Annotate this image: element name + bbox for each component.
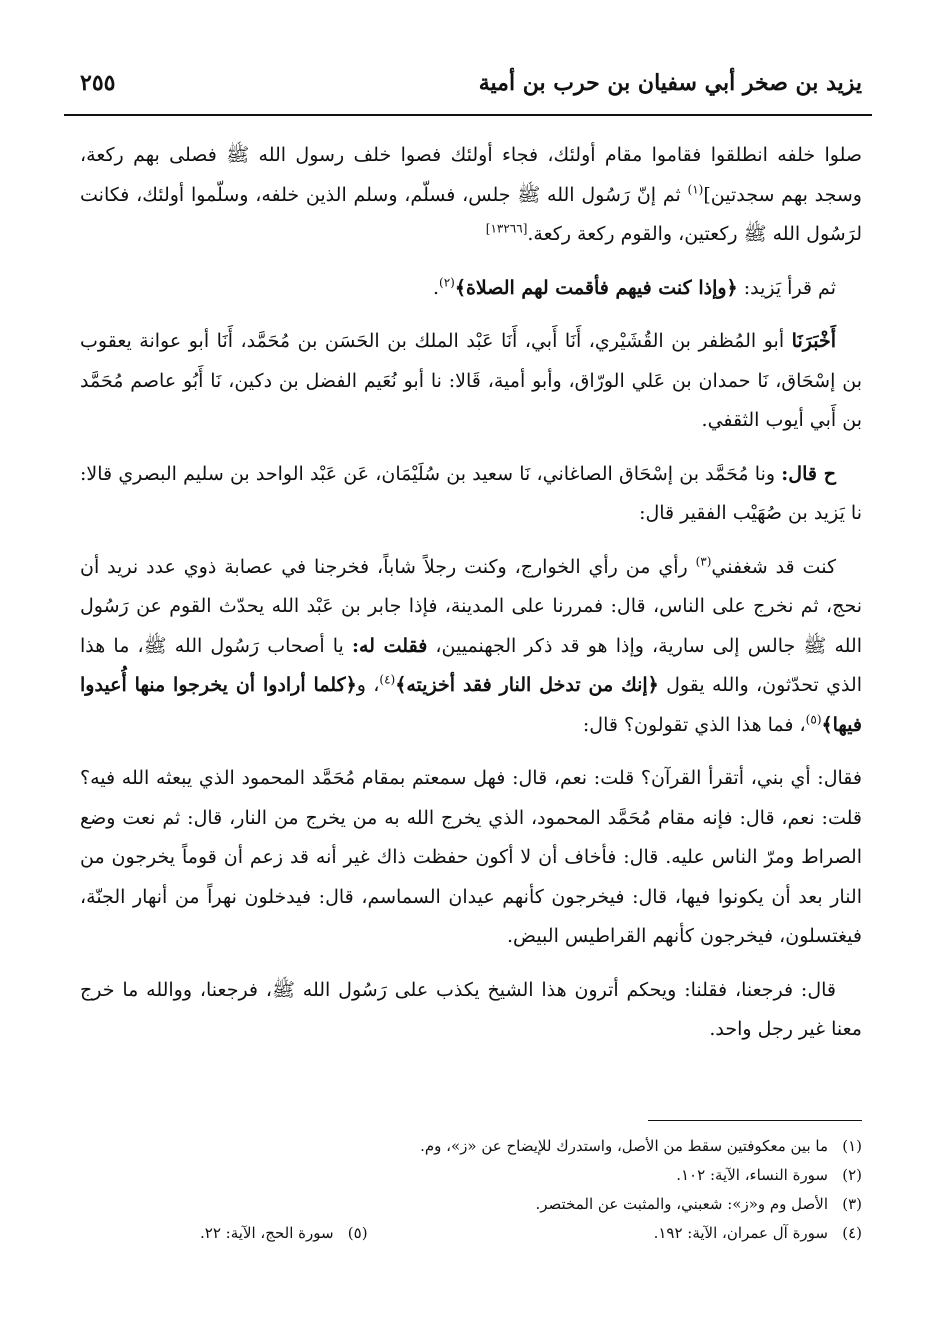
footnote-text: سورة النساء، الآية: ١٠٢. xyxy=(676,1166,828,1184)
footnote-number: (١) xyxy=(842,1137,862,1155)
paragraph-7 xyxy=(80,971,862,1050)
footnotes xyxy=(80,1132,862,1248)
footnote-number: (٣) xyxy=(842,1195,862,1213)
paragraph-6 xyxy=(80,759,862,957)
footnote-number: (٢) xyxy=(842,1166,862,1184)
paragraph-text: فقال: أي بني، أتقرأ القرآن؟ قلت: نعم، قال: فهل سمعتم بمقام مُحَمَّد المحمود الذي يبعثه الله فيه؟ قلت: نعم، قال: فإنه مقام مُحَمَّد المحمود، الذي يخرج الله به من يخرج من النار، قال: ثم نعت وضع الصراط ومرّ الناس عليه. قال: فأخاف أن لا أكون حفظت ذاك غير أنه قد زعم أن قوماً يخرجون من النار بعد أن يكونوا فيها، قال: فيخرجون كأنهم عيدان السماسم، قال: فيدخلون نهراً من أنهار الجنّة، فيغتسلون، فيخرجون كأنهم القراطيس البيض. xyxy=(80,767,862,947)
paragraph-text: صلوا خلفه انطلقوا فقاموا مقام أولئك، فجاء أولئك فصوا خلف رسول الله ﷺ فصلى بهم ركعة، وسجد بهم سجدتين] xyxy=(80,144,862,206)
footnote-text: ما بين معكوفتين سقط من الأصل، واستدرك للإيضاح عن «ز»، وم. xyxy=(420,1137,828,1155)
footnote-number: (٤) xyxy=(842,1224,862,1242)
page-header xyxy=(80,64,862,108)
footnote-ref: (٥) xyxy=(805,712,822,727)
paragraph-text: رأي من رأي الخوارج، وكنت رجلاً شاباً، فخرجنا في عصابة ذوي عدد نريد أن نحج، ثم نخرج على الناس، قال: فمررنا على المدينة، فإذا جابر بن عَبْد الله يحدّث القوم عن رَسُول الله ﷺ جالس إلى سارية، وإذا هو قد ذكر الجهنميين، xyxy=(80,555,863,657)
footnote-ref: (٣) xyxy=(695,554,712,569)
footnote-text: سورة آل عمران، الآية: ١٩٢. xyxy=(653,1224,828,1242)
footnote-ref: (٢) xyxy=(439,275,455,290)
paragraph-text: قال: فرجعنا، فقلنا: ويحكم أترون هذا الشيخ يكذب على رَسُول الله ﷺ، فرجعنا، ووالله ما خرج معنا غير رجل واحد. xyxy=(80,978,862,1040)
paragraph-text: ، فما هذا الذي تقولون؟ قال: xyxy=(582,713,806,736)
paragraph-3 xyxy=(80,322,862,441)
paragraph-2 xyxy=(80,269,862,309)
running-title: يزيد بن صخر أبي سفيان بن حرب بن أمية xyxy=(478,70,862,96)
footnote-2 xyxy=(80,1161,862,1190)
footnote-5 xyxy=(200,1219,368,1248)
footnote-4 xyxy=(654,1219,862,1248)
quran-quote: ﴿إنك من تدخل النار فقد أخزيته﴾ xyxy=(395,674,659,696)
footnote-rule xyxy=(648,1120,862,1121)
hadith-number: [١٣٢٦٦] xyxy=(485,221,528,236)
bold-phrase: فقلت له: xyxy=(351,634,428,657)
isnad-keyword: أَخْبَرَنَا xyxy=(791,330,836,352)
footnote-ref: (٤) xyxy=(379,672,396,687)
quran-quote: ﴿كلما أرادوا أن يخرجوا منها أُعيدوا فيها﴾ xyxy=(80,674,862,736)
paragraph-4 xyxy=(80,455,862,534)
paragraph-5 xyxy=(80,548,862,746)
footnote-row xyxy=(80,1219,862,1248)
paragraph-text: ثم إنّ رَسُول الله ﷺ جلس، فسلّم، وسلم الذين خلفه، وسلّموا أولئك، فكانت لرَسُول الله ﷺ ركعتين، والقوم ركعة ركعة. xyxy=(80,183,862,245)
page-number: ٢٥٥ xyxy=(80,70,116,96)
paragraph-1 xyxy=(80,136,862,255)
footnote-1 xyxy=(80,1132,862,1161)
quran-quote: ﴿وإذا كنت فيهم فأقمت لهم الصلاة﴾ xyxy=(454,276,738,299)
paragraph-text: كنت قد شغفني xyxy=(711,555,836,578)
footnote-number: (٥) xyxy=(347,1224,368,1242)
footnote-3 xyxy=(80,1190,862,1219)
isnad-keyword: ح قال: xyxy=(781,462,837,485)
paragraph-text: يا أصحاب رَسُول الله ﷺ، ما هذا الذي تحدّثون، والله يقول xyxy=(80,634,862,696)
main-text xyxy=(80,136,862,1064)
footnote-text: سورة الحج، الآية: ٢٢. xyxy=(200,1224,334,1242)
paragraph-text: أبو المُظفر بن القُشَيْري، أَنَا أَبي، أَنَا عَبْد الملك بن الحَسَن بن مُحَمَّد، أَنَا أبو عوانة يعقوب بن إسْحَاق، نَا حمدان بن عَلي الورّاق، وأبو أمية، قَالا: نا أبو نُعَيم الفضل بن دكين، نَا أَبُو عاصم مُحَمَّد بن أَبي أيوب الثقفي. xyxy=(80,330,862,431)
paragraph-text: ثم قرأ يَزيد: xyxy=(737,276,836,299)
paragraph-text: ونا مُحَمَّد بن إسْحَاق الصاغاني، نَا سعيد بن سُلَيْمَان، عَن عَبْد الواحد بن سليم البصري قالا: نا يَزيد بن صُهَيْب الفقير قال: xyxy=(80,462,862,524)
footnote-text: الأصل وم و«ز»: شعبني، والمثبت عن المختصر. xyxy=(535,1195,828,1213)
paragraph-text: . xyxy=(432,276,440,299)
header-rule xyxy=(64,114,872,116)
paragraph-text: ، و xyxy=(356,674,380,696)
footnote-ref: (١) xyxy=(687,182,704,197)
